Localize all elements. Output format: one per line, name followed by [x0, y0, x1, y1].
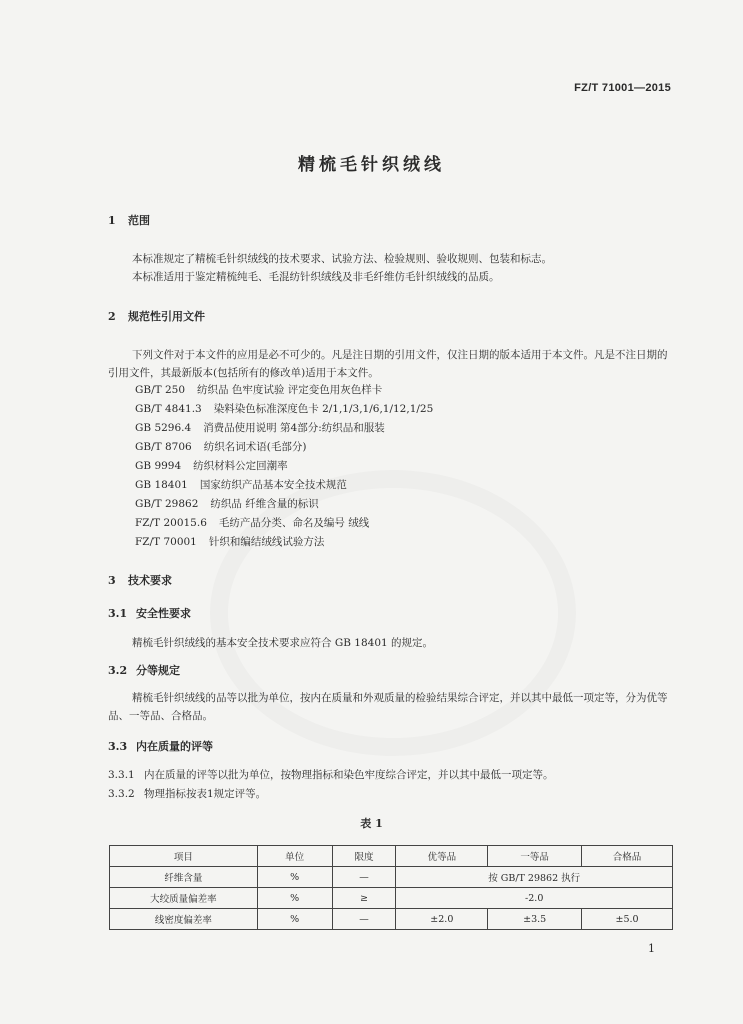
table-caption: 表 1	[360, 817, 383, 830]
table-row	[110, 909, 673, 930]
table-header-row	[110, 846, 673, 867]
table-cell: %	[257, 867, 332, 888]
section-title: 范围	[128, 214, 150, 227]
table-header: 项目	[110, 846, 258, 867]
table-cell: —	[332, 909, 396, 930]
reference-item: FZ/T 20015.6 毛纺产品分类、命名及编号 绒线	[135, 517, 370, 529]
table-cell: 大绞质量偏差率	[110, 888, 258, 909]
section-title: 规范性引用文件	[128, 310, 205, 323]
table-cell: ±5.0	[582, 909, 673, 930]
reference-item: FZ/T 70001 针织和编结绒线试验方法	[135, 536, 325, 548]
scope-paragraph-2: 本标准适用于鉴定精梳纯毛、毛混纺针织绒线及非毛纤维仿毛针织绒线的品质。	[132, 271, 500, 283]
table-header: 一等品	[488, 846, 582, 867]
table-cell: %	[257, 888, 332, 909]
section-3-heading	[108, 572, 172, 588]
document-title: 精梳毛针织绒线	[298, 155, 445, 175]
reference-item: GB 9994 纺织材料公定回潮率	[135, 460, 288, 472]
page-number: 1	[648, 942, 655, 955]
safety-paragraph: 精梳毛针织绒线的基本安全技术要求应符合 GB 18401 的规定。	[132, 637, 434, 649]
clause-3-3-1: 3.3.1 内在质量的评等以批为单位，按物理指标和染色牢度综合评定，并以其中最低一项定等。	[108, 769, 554, 781]
clause-3-3-2: 3.3.2 物理指标按表1规定评等。	[108, 788, 267, 800]
section-number: 2	[108, 310, 116, 323]
table-header: 限度	[332, 846, 396, 867]
reference-item: GB 18401 国家纺织产品基本安全技术规范	[135, 479, 347, 491]
section-number: 1	[108, 214, 116, 227]
table-header: 单位	[257, 846, 332, 867]
section-number: 3	[108, 574, 116, 587]
table-cell: —	[332, 867, 396, 888]
document-code: FZ/T 71001—2015	[574, 82, 671, 94]
table-header: 优等品	[396, 846, 488, 867]
scope-paragraph-1: 本标准规定了精梳毛针织绒线的技术要求、试验方法、检验规则、验收规则、包装和标志。	[132, 253, 552, 265]
section-2-heading	[108, 308, 205, 324]
subsection-3-3-heading: 3.3 内在质量的评等	[108, 740, 213, 753]
reference-item: GB 5296.4 消费品使用说明 第4部分:纺织品和服装	[135, 422, 385, 434]
table-header: 合格品	[582, 846, 673, 867]
reference-item: GB/T 4841.3 染料染色标准深度色卡 2/1,1/3,1/6,1/12,1/25	[135, 403, 434, 415]
table-cell: ±2.0	[396, 909, 488, 930]
section-1-heading	[108, 212, 150, 228]
subsection-3-1-heading: 3.1 安全性要求	[108, 607, 191, 620]
reference-item: GB/T 29862 纺织品 纤维含量的标识	[135, 498, 319, 510]
table-cell: ≥	[332, 888, 396, 909]
physical-index-table	[109, 845, 673, 930]
table-cell: %	[257, 909, 332, 930]
grading-paragraph: 精梳毛针织绒线的品等以批为单位，按内在质量和外观质量的检验结果综合评定，并以其中最低一项定等，分为优等品、一等品、合格品。	[108, 692, 668, 722]
references-intro: 下列文件对于本文件的应用是必不可少的。凡是注日期的引用文件，仅注日期的版本适用于本文件。凡是不注日期的引用文件，其最新版本(包括所有的修改单)适用于本文件。	[108, 349, 668, 379]
section-title: 技术要求	[128, 574, 172, 587]
table-cell: 纤维含量	[110, 867, 258, 888]
table-cell: -2.0	[396, 888, 673, 909]
table-cell: ±3.5	[488, 909, 582, 930]
table-row	[110, 867, 673, 888]
table-cell: 线密度偏差率	[110, 909, 258, 930]
reference-item: GB/T 8706 纺织名词术语(毛部分)	[135, 441, 307, 453]
table-cell: 按 GB/T 29862 执行	[396, 867, 673, 888]
table-row	[110, 888, 673, 909]
subsection-3-2-heading: 3.2 分等规定	[108, 664, 180, 677]
reference-item: GB/T 250 纺织品 色牢度试验 评定变色用灰色样卡	[135, 384, 383, 396]
